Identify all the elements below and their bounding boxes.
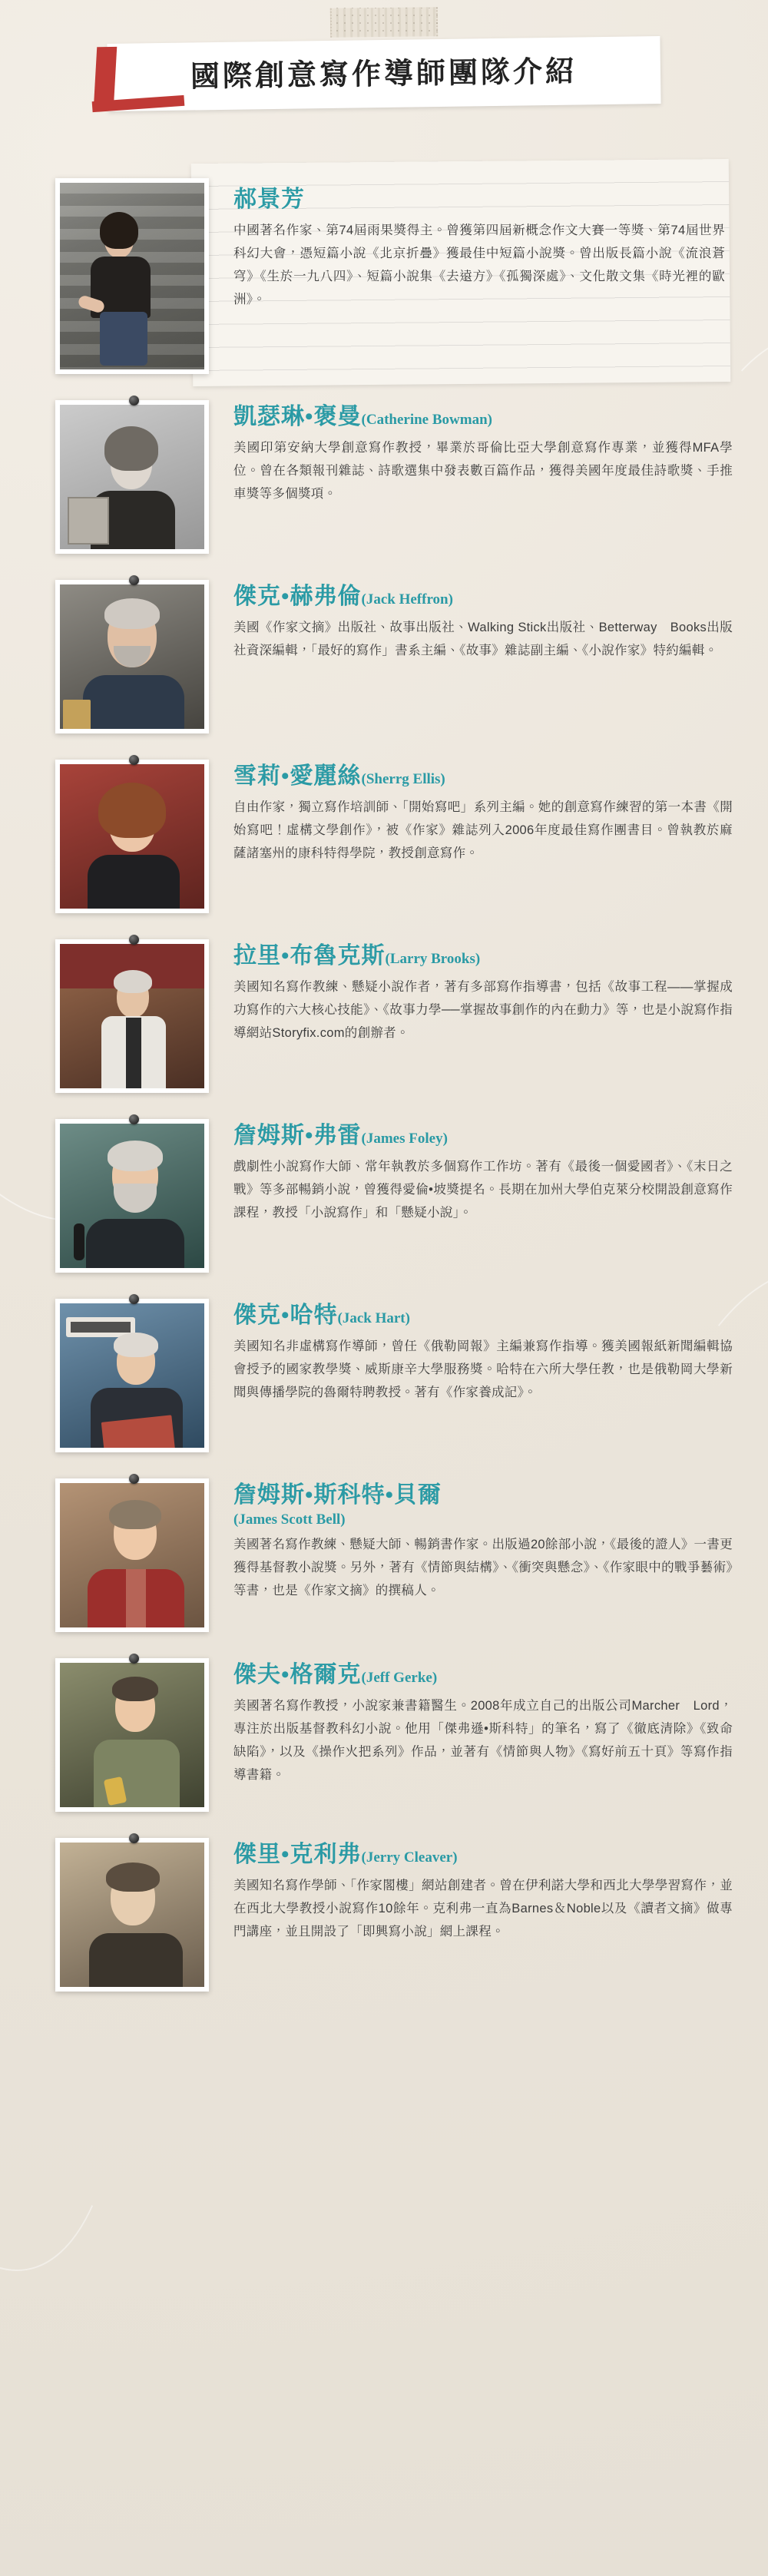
profile-card-larry-brooks (0, 939, 768, 1093)
profile-name (233, 1122, 733, 1151)
pushpin-icon (129, 1294, 139, 1304)
profile-name-zh: 詹姆斯•弗雷 (233, 1123, 362, 1148)
profile-card-james-scott-bell (0, 1478, 768, 1632)
profile-name-en: (Jack Hart) (337, 1310, 410, 1326)
pushpin-icon (129, 1654, 139, 1664)
profile-name (233, 1302, 733, 1330)
profile-card-sherrg-ellis (0, 760, 768, 913)
profile-name-zh: 凱瑟琳•褒曼 (233, 404, 362, 429)
profile-name-en: (Catherine Bowman) (361, 412, 492, 428)
pushpin-icon (129, 1114, 139, 1124)
profile-name (233, 1482, 733, 1528)
profile-name-zh: 郝景芳 (233, 187, 305, 212)
profile-name-en: (Jerry Cleaver) (361, 1849, 458, 1866)
portrait-photo-jerry-cleaver (55, 1838, 209, 1992)
profile-bio: 美國《作家文摘》出版社、故事出版社、Walking Stick出版社、Betterway Books出版社資深編輯，「最好的寫作」書系主編、《故事》雜誌副主編、《小說作家》特約編輯。 (233, 620, 733, 657)
portrait-photo-catherine-bowman (55, 400, 209, 554)
profile-name (233, 763, 733, 791)
text-column (217, 1119, 733, 1224)
profile-name-zh: 傑克•哈特 (233, 1303, 338, 1328)
text-column (217, 178, 733, 311)
photo-column (55, 760, 217, 913)
profile-name-zh: 拉里•布魯克斯 (233, 943, 386, 968)
profile-card-jack-heffron (0, 580, 768, 733)
profile-name-zh: 傑里•克利弗 (233, 1842, 362, 1867)
page-header (0, 0, 768, 169)
text-column (217, 1658, 733, 1786)
pushpin-icon (129, 755, 139, 765)
profile-name (233, 403, 733, 432)
pushpin-icon (129, 396, 139, 406)
text-column (217, 400, 733, 505)
photo-column (55, 1119, 217, 1273)
profile-name-en: (James Foley) (361, 1131, 448, 1147)
profile-bio: 中國著名作家、第74屆雨果獎得主。曾獲第四屆新概念作文大賽一等獎、第74屆世界科幻大會，憑短篇小說《北京折疊》獲最佳中短篇小說獎。曾出版長篇小說《流浪蒼穹》《生於一九八四》、短篇小說集《去遠方》《孤獨深處》、文化散文集《時光裡的歐洲》。 (233, 223, 725, 306)
profile-name-en: (Sherrg Ellis) (361, 771, 445, 787)
portrait-photo-sherrg-ellis (55, 760, 209, 913)
pushpin-icon (129, 935, 139, 945)
profile-card-jerry-cleaver (0, 1838, 768, 1992)
profile-bio: 美國印第安納大學創意寫作教授，畢業於哥倫比亞大學創意寫作專業，並獲得MFA學位。曾在各類報刊雜誌、詩歌選集中發表數百篇作品，獲得美國年度最佳詩歌獎、手推車獎等多個獎項。 (233, 440, 733, 501)
portrait-photo-james-scott-bell (55, 1478, 209, 1632)
profile-bio: 戲劇性小說寫作大師、常年執教於多個寫作工作坊。著有《最後一個愛國者》、《末日之戰》等多部暢銷小說，曾獲得愛倫•坡獎提名。長期在加州大學伯克萊分校開設創意寫作課程，教授「小說寫作」和「懸疑小說」。 (233, 1159, 733, 1220)
profile-card-catherine-bowman (0, 400, 768, 554)
photo-column (55, 1658, 217, 1812)
profile-bio: 美國知名寫作教練、懸疑小說作者，著有多部寫作指導書，包括《故事工程——掌握成功寫作的六大核心技能》、《故事力學──掌握故事創作的內在動力》等，也是小說寫作指導網站Storyfix.com的創辦者。 (233, 979, 733, 1040)
profile-name (233, 186, 725, 214)
profile-card-james-foley (0, 1119, 768, 1273)
profile-bio: 美國知名寫作學師、「作家閣樓」網站創建者。曾在伊利諾大學和西北大學學習寫作，並在西北大學教授小說寫作10餘年。克利弗一直為Barnes＆Noble以及《讀者文摘》做專門講座，並且開設了「即興寫小說」網上課程。 (233, 1878, 733, 1939)
profile-name (233, 942, 733, 971)
profile-card-jeff-gerke (0, 1658, 768, 1812)
portrait-photo-jack-heffron (55, 580, 209, 733)
text-column (217, 760, 733, 865)
portrait-photo-larry-brooks (55, 939, 209, 1093)
photo-column (55, 178, 217, 374)
text-column (217, 1299, 733, 1404)
text-column (217, 1478, 733, 1602)
portrait-photo-jeff-gerke (55, 1658, 209, 1812)
photo-column (55, 580, 217, 733)
profile-name-zh: 傑克•赫弗倫 (233, 584, 362, 609)
profile-bio: 美國著名寫作教練、懸疑大師、暢銷書作家。出版過20餘部小說，《最後的證人》一書更獲得基督教小說獎。另外，著有《情節與結構》、《衝突與懸念》、《作家眼中的戰爭藝術》等書，也是《作家文摘》的撰稿人。 (233, 1537, 733, 1598)
washi-tape-dots-icon (330, 8, 438, 37)
profile-name (233, 1841, 733, 1869)
profile-name-en: (Jack Heffron) (361, 591, 453, 608)
profile-list (0, 169, 768, 2064)
text-column (217, 939, 733, 1045)
photo-column (55, 939, 217, 1093)
profile-name-zh: 傑夫•格爾克 (233, 1662, 362, 1687)
profile-name (233, 583, 733, 611)
portrait-photo-james-foley (55, 1119, 209, 1273)
profile-name-en: (Larry Brooks) (385, 951, 481, 967)
profile-name (233, 1661, 733, 1690)
profile-name-en: (Jeff Gerke) (361, 1670, 438, 1686)
page-title: 國際創意寫作導師團隊介紹 (190, 55, 578, 94)
profile-bio: 美國著名寫作教授，小說家兼書籍醫生。2008年成立自己的出版公司Marcher Lord，專注於出版基督教科幻小說。他用「傑弗遜•斯科特」的筆名，寫了《徹底清除》《致命缺陷》，以及《操作火把系列》作品，並著有《情節與人物》《寫好前五十頁》等寫作指導書籍。 (233, 1698, 733, 1782)
portrait-photo-hao-jingfang (55, 178, 209, 374)
profile-bio: 美國知名非虛構寫作導師，曾任《俄勒岡報》主編兼寫作指導。獲美國報紙新聞編輯協會授予的國家教學獎、威斯康辛大學服務獎。哈特在六所大學任教，也是俄勒岡大學新聞與傳播學院的魯爾特聘教授。著有《作家養成記》。 (233, 1339, 733, 1399)
profile-bio: 自由作家，獨立寫作培訓師、「開始寫吧」系列主編。她的創意寫作練習的第一本書《開始寫吧！虛構文學創作》，被《作家》雜誌列入2006年度最佳寫作團書目。曾執教於麻薩諸塞州的康科特得學院，教授創意寫作。 (233, 800, 733, 860)
pushpin-icon (129, 1474, 139, 1484)
text-column (217, 1838, 733, 1943)
photo-column (55, 1478, 217, 1632)
portrait-photo-jack-hart (55, 1299, 209, 1452)
photo-column (55, 1299, 217, 1452)
profile-name-zh: 詹姆斯•斯科特•貝爾 (233, 1482, 442, 1508)
profile-card-jack-hart (0, 1299, 768, 1452)
photo-column (55, 1838, 217, 1992)
profile-name-en: (James Scott Bell) (233, 1511, 346, 1528)
pushpin-icon (129, 575, 139, 585)
text-column (217, 580, 733, 662)
pushpin-icon (129, 1833, 139, 1843)
profile-name-zh: 雪莉•愛麗絲 (233, 763, 362, 789)
profile-card-hao-jingfang (0, 178, 768, 374)
photo-column (55, 400, 217, 554)
